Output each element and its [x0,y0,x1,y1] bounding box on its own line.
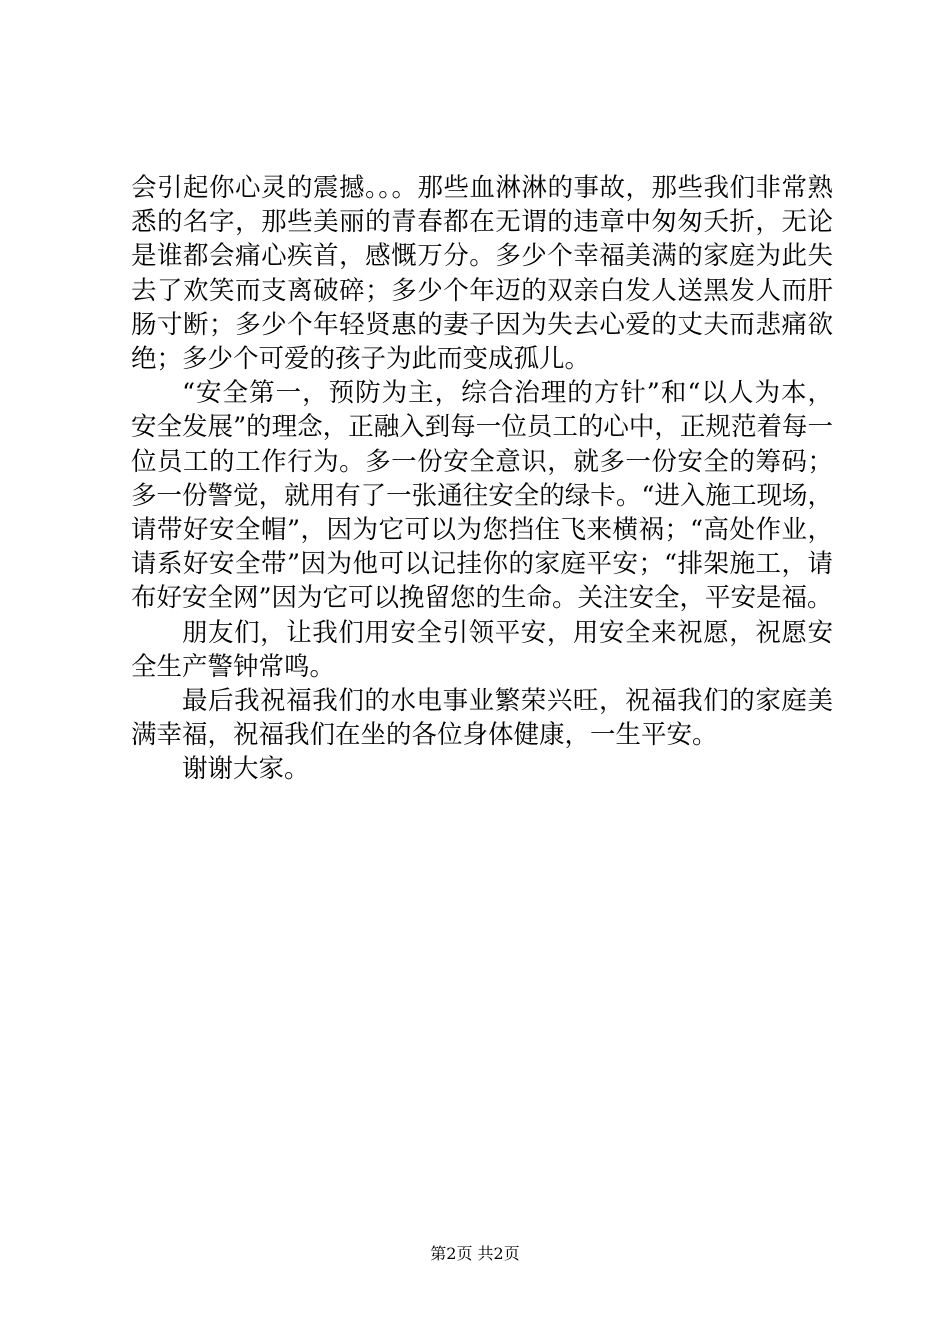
paragraph-blessing: 最后我祝福我们的水电事业繁荣兴旺，祝福我们的家庭美满幸福，祝福我们在坐的各位身体健康，一生平安。 [131,686,833,751]
paragraph-safety-policy: “安全第一，预防为主，综合治理的方针”和“以人为本，安全发展”的理念，正融入到每一位员工的心中，正规范着每一位员工的工作行为。多一份安全意识，就多一份安全的筹码；多一份警觉，就用有了一张通往安全的绿卡。“进入施工现场，请带好安全帽”，因为它可以为您挡住飞来横祸；“高处作业，请系好安全带”因为他可以记挂你的家庭平安；“排架施工，请布好安全网”因为它可以挽留您的生命。关注安全，平安是福。 [131,378,833,614]
paragraph-thanks: 谢谢大家。 [182,754,310,785]
page-number-footer: 第2页 共2页 [430,1244,520,1263]
paragraph-friends: 朋友们，让我们用安全引领平安，用安全来祝愿，祝愿安全生产警钟常鸣。 [131,617,833,682]
document-body [131,171,833,787]
paragraph-continuation: 会引起你心灵的震撼。。。那些血淋淋的事故，那些我们非常熟悉的名字，那些美丽的青春都在无谓的违章中匆匆夭折，无论是谁都会痛心疾首，感慨万分。多少个幸福美满的家庭为此失去了欢笑而支离破碎；多少个年迈的双亲白发人送黑发人而肝肠寸断；多少个年轻贤惠的妻子因为失去心爱的丈夫而悲痛欲绝；多少个可爱的孩子为此而变成孤儿。 [131,173,833,375]
